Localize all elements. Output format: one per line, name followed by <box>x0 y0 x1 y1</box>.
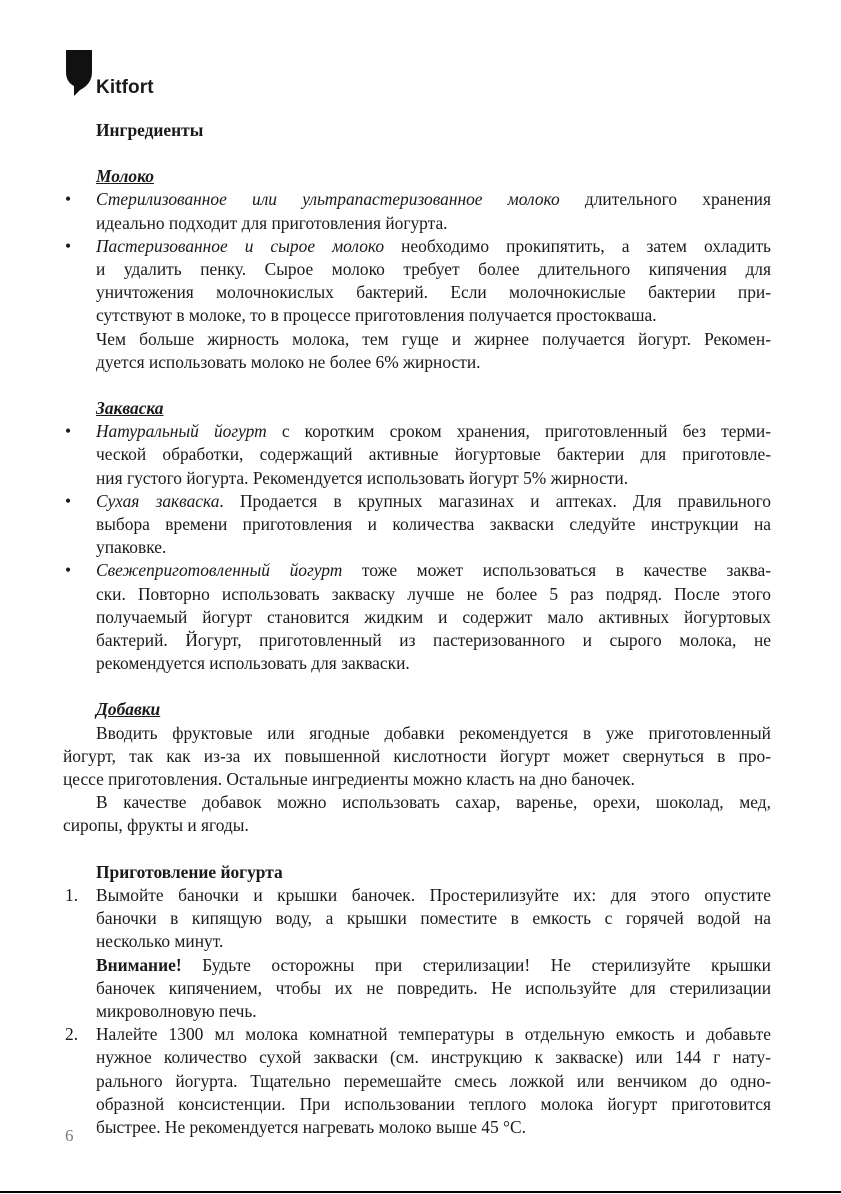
text-line: нужное количество сухой закваски (см. инструкцию к закваске) или 144 г нату- <box>96 1047 771 1068</box>
text: Будьте осторожны при стерилизации! Не стерилизуйте крышки <box>181 954 771 975</box>
additives-paragraph-2 <box>63 791 771 837</box>
text-line: быстрее. Не рекомендуется нагревать молоко выше 45 °С. <box>96 1116 526 1137</box>
page-number: 6 <box>65 1126 74 1145</box>
text-line: цессе приготовления. Остальные ингредиенты можно класть на дно баночек. <box>63 769 635 790</box>
term: Натуральный йогурт <box>96 421 267 442</box>
text-line: упаковке. <box>96 537 167 558</box>
step-number: 2. <box>65 1024 79 1045</box>
text-line: йогурт, так как из-за их повышенной кислотности йогурт может свернуться в про- <box>63 745 771 766</box>
logo-text: Kitfort <box>96 77 154 98</box>
text-line: В качестве добавок можно использовать сахар, варенье, орехи, шоколад, мед, <box>96 792 771 813</box>
text: . Продается в крупных магазинах и аптеках. Для правильного <box>219 490 771 511</box>
text-line: ческой обработки, содержащий активные йогуртовые бактерии для приготовле- <box>96 444 771 465</box>
text-line: Вымойте баночки и крышки баночек. Простерилизуйте их: для этого опустите <box>96 884 771 905</box>
text-line: идеально подходит для приготовления йогурта. <box>96 212 448 233</box>
document-body <box>63 119 771 1139</box>
bullet-mark: • <box>65 421 72 442</box>
text-line: выбора времени приготовления и количества закваски следуйте инструкции на <box>96 514 771 535</box>
text-line: Вводить фруктовые или ягодные добавки рекомендуется в уже приготовленный <box>96 722 771 743</box>
text: тоже может использоваться в качестве заква- <box>342 560 771 581</box>
step-number: 1. <box>65 884 79 905</box>
milk-bullet-2 <box>63 235 771 328</box>
bullet-mark: • <box>65 189 72 210</box>
text-line: микроволновую печь. <box>96 1000 257 1021</box>
additives-heading: Добавки <box>96 699 161 720</box>
text-line: рекомендуется использовать для закваски. <box>96 653 410 674</box>
text-line: уничтожения молочнокислых бактерий. Если молочнокислые бактерии при- <box>96 282 771 303</box>
text-line: сиропы, фрукты и ягоды. <box>63 815 249 836</box>
text-line: несколько минут. <box>96 931 224 952</box>
bullet-mark: • <box>65 490 72 511</box>
bullet-mark: • <box>65 560 72 581</box>
page-bottom-rule <box>0 1191 841 1193</box>
starter-heading: Закваска <box>96 398 164 419</box>
text-line: Чем больше жирность молока, тем гуще и жирнее получается йогурт. Рекомен- <box>96 328 771 349</box>
term: Пастеризованное и сырое молоко <box>96 235 385 256</box>
starter-bullet-1 <box>63 420 771 490</box>
text-line: бактерий. Йогурт, приготовленный из пастеризованного и сырого молока, не <box>96 630 771 651</box>
starter-bullet-3 <box>63 559 771 675</box>
term: Стерилизованное или ультрапастеризованное молоко <box>96 189 560 210</box>
milk-heading: Молоко <box>96 166 154 187</box>
text-line: ния густого йогурта. Рекомендуется использовать йогурт 5% жирности. <box>96 467 629 488</box>
text-line: сутствуют в молоке, то в процессе приготовления получается простокваша. <box>96 305 657 326</box>
text-line: получаемый йогурт становится жидким и содержит мало активных йогуртовых <box>96 606 771 627</box>
milk-bullet-1 <box>63 188 771 234</box>
kitfort-logo <box>66 50 176 100</box>
step-2 <box>63 1023 771 1139</box>
preparation-heading: Приготовление йогурта <box>96 861 283 882</box>
bullet-mark: • <box>65 235 72 256</box>
text-line: Налейте 1300 мл молока комнатной температуры в отдельную емкость и добавьте <box>96 1024 771 1045</box>
text: необходимо прокипятить, а затем охладить <box>384 235 771 256</box>
additives-paragraph-1 <box>63 722 771 792</box>
milk-fat-paragraph <box>63 328 771 374</box>
text-line: дуется использовать молоко не более 6% жирности. <box>96 351 481 372</box>
text: длительного хранения <box>559 189 771 210</box>
text-line: баночек кипячением, чтобы их не повредить. Не используйте для стерилизации <box>96 977 771 998</box>
ingredients-heading: Ингредиенты <box>96 120 204 140</box>
text-line: рального йогурта. Тщательно перемешайте смесь ложкой или венчиком до одно- <box>96 1070 771 1091</box>
warning-label: Внимание! <box>96 954 182 975</box>
starter-bullet-2 <box>63 490 771 560</box>
text-line: образной консистенции. При использовании теплого молока йогурт приготовится <box>96 1093 771 1114</box>
term: Сухая закваска <box>96 490 220 511</box>
text-line: и удалить пенку. Сырое молоко требует более длительного кипячения для <box>96 259 771 280</box>
text-line: ски. Повторно использовать закваску лучше не более 5 раз подряд. После этого <box>96 583 771 604</box>
text-line: баночки в кипящую воду, а крышки поместите в емкость с горячей водой на <box>96 908 771 929</box>
kitfort-logo-icon <box>66 50 96 98</box>
term: Свежеприготовленный йогурт <box>96 560 343 581</box>
step-1 <box>63 884 771 1023</box>
text: с коротким сроком хранения, приготовленный без терми- <box>266 421 771 442</box>
